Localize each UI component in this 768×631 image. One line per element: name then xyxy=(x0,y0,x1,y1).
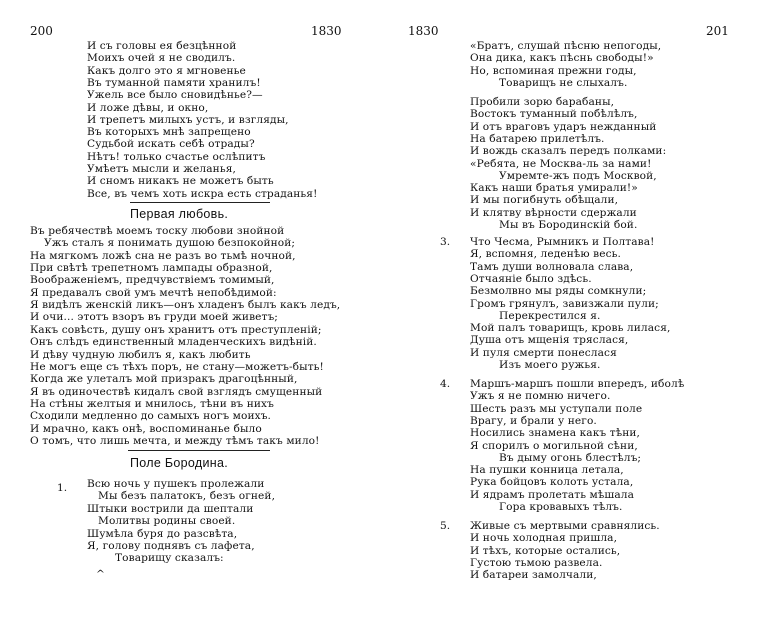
verse-line: Я въ одиночествѣ кидалъ свой взглядъ смущенный xyxy=(30,385,323,398)
verse-line: Мой палъ товарищъ, кровь лилася, xyxy=(470,322,671,335)
stanza-mark: ^ xyxy=(96,568,105,580)
verse-line: Громъ грянулъ, завизжали пули; xyxy=(470,297,659,310)
page-number: 200 xyxy=(30,24,53,38)
verse-line: Шумѣла буря до разсвѣта, xyxy=(87,527,238,540)
verse-line: Моихъ очей я не сводилъ. xyxy=(87,52,236,65)
verse-line: Не могъ еще съ тѣхъ поръ, не стану—можетъ-быть! xyxy=(30,360,324,373)
verse-line: Перекрестился я. xyxy=(499,309,601,322)
verse-line: Мы безъ палатокъ, безъ огней, xyxy=(98,490,276,503)
verse-line: Мы въ Бородинскій бой. xyxy=(499,219,638,231)
verse-line: Воображеніемъ, предчувствіемъ томимый, xyxy=(30,274,275,287)
verse-line: Носились знамена какъ тѣни, xyxy=(470,427,640,440)
verse-line: Маршъ-маршъ пошли впередъ, иболѣ xyxy=(470,378,685,390)
verse-line: На пушки конница летала, xyxy=(470,464,624,477)
verse-line: Ужъ сталъ я понимать душою безпокойной; xyxy=(44,237,296,250)
verse-line: Душа отъ мщенія тряслася, xyxy=(470,334,629,347)
verse-line: Гора кровавыхъ тѣлъ. xyxy=(499,501,623,513)
verse-line: При свѣтѣ трепетномъ лампады образной, xyxy=(30,262,273,275)
verse-line: Умремте-жъ подъ Москвой, xyxy=(499,169,657,182)
verse-line: Сходили медленно до самыхъ ногъ моихъ. xyxy=(30,410,272,423)
verse-line: На стѣны желтыя и мнилось, тѣни въ нихъ xyxy=(30,397,274,410)
verse-line: Я спорилъ о могильной сѣни, xyxy=(470,439,638,452)
verse-line: И тѣхъ, которые остались, xyxy=(470,544,621,557)
verse-line: Но, вспоминая прежни годы, xyxy=(470,64,637,77)
verse-line: На мягкомъ ложѣ сна не разъ во тьмѣ ночной, xyxy=(30,249,296,262)
verse-line: И трепетъ милыхъ устъ, и взгляды, xyxy=(87,113,289,126)
verse-line: Онъ слѣдъ единственный младенческихъ видѣній. xyxy=(30,336,317,349)
verse-line: Что Чесма, Рымникъ и Полтава! xyxy=(470,236,655,248)
verse-line: «Ребята, не Москва-ль за нами! xyxy=(470,157,652,170)
running-head: 1830 xyxy=(311,24,342,38)
verse-line: Въ ребячествѣ моемъ тоску любови знойной xyxy=(30,225,285,237)
verse-line: «Братъ, слушай пѣсню непогоды, xyxy=(470,40,662,52)
verse-line: Штыки вострили да шептали xyxy=(87,502,254,515)
stanza-number: 4. xyxy=(440,378,451,390)
verse-line: И ядрамъ пролетать мѣшала xyxy=(470,488,634,501)
verse-line: И мрачно, какъ онѣ, воспоминанье было xyxy=(30,422,262,435)
verse-line: Какъ совѣсть, душу онъ хранитъ отъ преступленій; xyxy=(30,323,322,336)
page-number: 201 xyxy=(706,24,729,38)
divider xyxy=(128,450,270,451)
verse-line: И отъ враговъ ударъ нежданный xyxy=(470,120,657,133)
verse-line: Отчаяніе было здѣсь. xyxy=(470,272,592,285)
stanza-number: 1. xyxy=(57,482,68,494)
stanza-number: 3. xyxy=(440,236,451,248)
right-page xyxy=(384,0,768,631)
verse-line: Изъ моего ружья. xyxy=(499,359,601,371)
verse-line: О томъ, что лишь мечта, и между тѣмъ такъ мило! xyxy=(30,434,320,447)
verse-line: На батарею прилетѣлъ. xyxy=(470,132,605,145)
verse-line: Умѣетъ мысли и желанья, xyxy=(87,163,236,175)
verse-line: Пробили зорю барабаны, xyxy=(470,96,615,108)
verse-line: Я предавалъ свой умъ мечтѣ непобѣдимой: xyxy=(30,286,277,299)
verse-line: И мы погибнуть обѣщали, xyxy=(470,194,619,207)
verse-line: Я, вспомня, леденѣю весь. xyxy=(470,248,621,261)
verse-line: Ужъ я не помню ничего. xyxy=(470,390,611,403)
verse-line: Нѣтъ! только счастье ослѣпитъ xyxy=(87,150,266,163)
verse-line: Ужель все было сновидѣнье?— xyxy=(87,89,263,102)
verse-line: Всю ночь у пушекъ пролежали xyxy=(87,478,265,490)
verse-line: И съ головы ея безцѣнной xyxy=(87,40,237,52)
verse-line: Какъ долго это я мгновенье xyxy=(87,64,246,77)
verse-line: Товарищъ не слыхалъ. xyxy=(499,76,628,89)
poem-title: Поле Бородина. xyxy=(130,456,228,470)
verse-line: Безмолвно мы ряды сомкнули; xyxy=(470,285,647,298)
verse-line: Въ туманной памяти хранилъ! xyxy=(87,76,261,89)
verse-line: И пуля смерти понеслася xyxy=(470,346,617,359)
verse-line: И клятву вѣрности сдержали xyxy=(470,206,637,219)
verse-line: И ложе дѣвы, и окно, xyxy=(87,101,209,114)
running-head: 1830 xyxy=(408,24,439,38)
verse-line: Товарищу сказалъ: xyxy=(115,552,224,565)
verse-line: Тамъ души волновала слава, xyxy=(470,260,634,273)
verse-line: Какъ наши братья умирали!» xyxy=(470,182,638,195)
verse-line: Я видѣлъ женскій ликъ—онъ хладенъ былъ какъ ледъ, xyxy=(30,299,341,312)
verse-line: Судьбой искать себѣ отрады? xyxy=(87,138,255,151)
verse-line: Востокъ туманный побѣлѣлъ, xyxy=(470,108,638,121)
verse-line: И ночь холодная пришла, xyxy=(470,532,618,545)
stanza-number: 5. xyxy=(440,520,451,532)
verse-line: Я, голову поднявъ съ лафета, xyxy=(87,540,255,552)
verse-line: Въ которыхъ мнѣ запрещено xyxy=(87,126,251,139)
verse-line: Врагу, и брали у него. xyxy=(470,414,597,427)
verse-line: Живые съ мертвыми сравнялись. xyxy=(470,520,660,532)
verse-line: И сномъ никакъ не можетъ быть xyxy=(87,175,274,188)
verse-line: Когда же улеталъ мой призракъ драгоцѣнный, xyxy=(30,373,298,386)
verse-line: И очи... этотъ взоръ въ груди моей живетъ; xyxy=(30,311,278,324)
verse-line: И батареи замолчали, xyxy=(470,569,597,582)
verse-line: Густою тьмою развела. xyxy=(470,556,603,569)
verse-line: Все, въ чемъ хоть искра есть страданья! xyxy=(87,187,318,200)
verse-line: И вождь сказалъ передъ полками: xyxy=(470,145,667,158)
verse-line: Въ дыму огонь блестѣлъ; xyxy=(499,451,642,464)
verse-line: Рука бойцовъ колоть устала, xyxy=(470,476,634,489)
verse-line: Шесть разъ мы уступали поле xyxy=(470,402,643,415)
verse-line: Молитвы родины своей. xyxy=(98,515,236,528)
poem-title: Первая любовь. xyxy=(130,207,229,221)
verse-line: Она дика, какъ пѣснь свободы!» xyxy=(470,52,654,65)
verse-line: И дѣву чудную любилъ я, какъ любить xyxy=(30,348,251,361)
divider xyxy=(130,202,270,203)
